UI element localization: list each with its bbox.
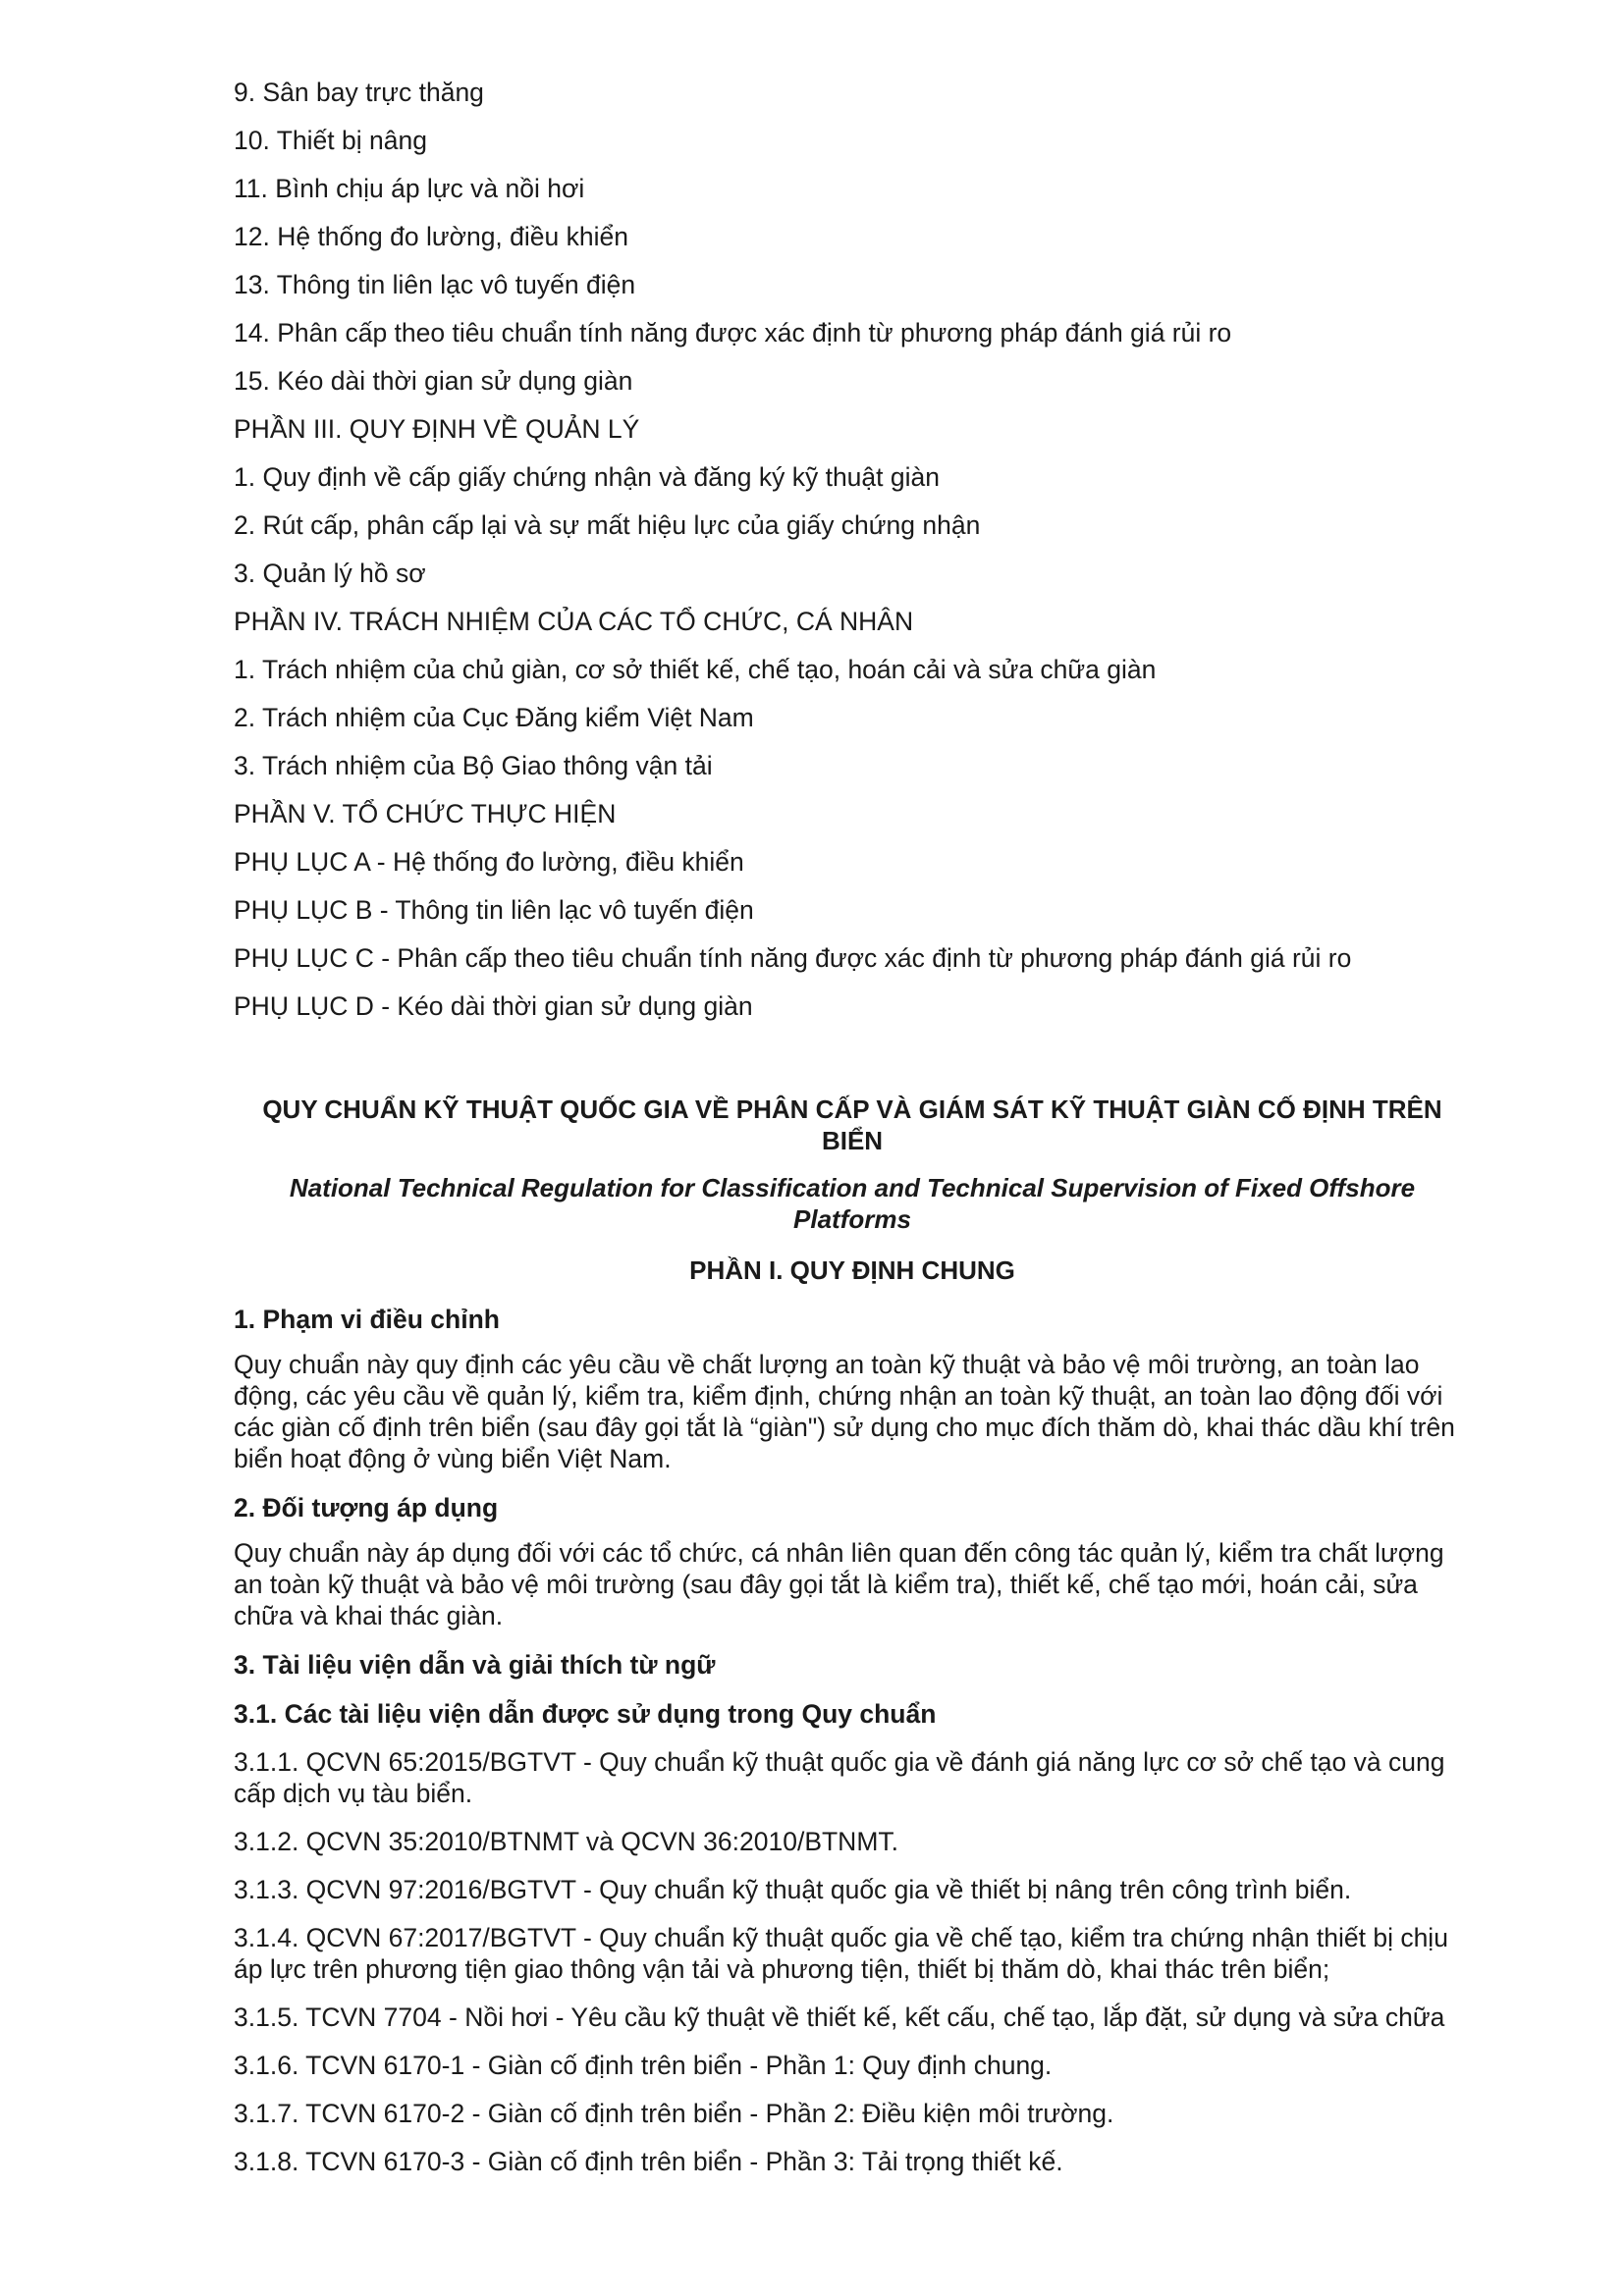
section-paragraph: Quy chuẩn này áp dụng đối với các tổ chức, cá nhân liên quan đến công tác quản lý, kiểm tra chất lượng an toàn kỹ thuật và bảo vệ môi trường (sau đây gọi tắt là kiểm tra), thiết kế, chế tạo mới, hoán cải, sửa chữa và khai thác giàn. [234, 1538, 1444, 1630]
reference-item: 3.1.4. QCVN 67:2017/BGTVT - Quy chuẩn kỹ thuật quốc gia về chế tạo, kiểm tra chứng nhận thiết bị chịu áp lực trên phương tiện giao thông vận tải và phương tiện, thiết bị thăm dò, khai thác trên biển; [234, 1923, 1448, 1984]
reference-list [234, 1746, 1471, 2177]
section-paragraph: Quy chuẩn này quy định các yêu cầu về chất lượng an toàn kỹ thuật và bảo vệ môi trường, an toàn lao động, các yêu cầu về quản lý, kiểm tra, kiểm định, chứng nhận an toàn kỹ thuật, an toàn lao động đối với các giàn cố định trên biển (sau đây gọi tắt là “giàn") sử dụng cho mục đích thăm dò, khai thác dầu khí trên biển hoạt động ở vùng biển Việt Nam. [234, 1350, 1455, 1473]
toc-part-heading: PHẦN V. TỔ CHỨC THỰC HIỆN [234, 799, 617, 829]
toc-item: 15. Kéo dài thời gian sử dụng giàn [234, 366, 633, 397]
toc-item: 1. Quy định về cấp giấy chứng nhận và đăng ký kỹ thuật giàn [234, 462, 940, 493]
toc-item: 3. Quản lý hồ sơ [234, 559, 426, 589]
toc-item: 10. Thiết bị nâng [234, 126, 427, 156]
toc-item: 2. Rút cấp, phân cấp lại và sự mất hiệu lực của giấy chứng nhận [234, 510, 981, 541]
part-heading: PHẦN I. QUY ĐỊNH CHUNG [689, 1255, 1015, 1285]
toc-item: 3. Trách nhiệm của Bộ Giao thông vận tải [234, 751, 713, 781]
toc-part-heading: PHẦN IV. TRÁCH NHIỆM CỦA CÁC TỔ CHỨC, CÁ NHÂN [234, 607, 914, 637]
section-heading: 3. Tài liệu viện dẫn và giải thích từ ngữ [234, 1650, 716, 1680]
reference-item: 3.1.5. TCVN 7704 - Nồi hơi - Yêu cầu kỹ thuật về thiết kế, kết cấu, chế tạo, lắp đặt, sử dụng và sửa chữa [234, 2002, 1445, 2032]
toc-item: 1. Trách nhiệm của chủ giàn, cơ sở thiết kế, chế tạo, hoán cải và sửa chữa giàn [234, 655, 1157, 685]
toc-appendix-item: PHỤ LỤC B - Thông tin liên lạc vô tuyến điện [234, 895, 754, 926]
section-heading: 1. Phạm vi điều chỉnh [234, 1305, 500, 1334]
reference-item: 3.1.2. QCVN 35:2010/BTNMT và QCVN 36:2010/BTNMT. [234, 1827, 899, 1856]
toc-item: 11. Bình chịu áp lực và nồi hơi [234, 174, 585, 204]
toc-item: 14. Phân cấp theo tiêu chuẩn tính năng được xác định từ phương pháp đánh giá rủi ro [234, 318, 1232, 348]
toc-item: 12. Hệ thống đo lường, điều khiển [234, 222, 628, 252]
document-subtitle: National Technical Regulation for Classification and Technical Supervision of Fixed Offshore Platforms [289, 1173, 1416, 1234]
section-heading: 2. Đối tượng áp dụng [234, 1493, 499, 1522]
toc-item: 2. Trách nhiệm của Cục Đăng kiểm Việt Nam [234, 703, 754, 733]
reference-item: 3.1.7. TCVN 6170-2 - Giàn cố định trên biển - Phần 2: Điều kiện môi trường. [234, 2099, 1114, 2128]
reference-item: 3.1.6. TCVN 6170-1 - Giàn cố định trên biển - Phần 1: Quy định chung. [234, 2051, 1053, 2080]
table-of-contents [234, 69, 1471, 1031]
reference-item: 3.1.3. QCVN 97:2016/BGTVT - Quy chuẩn kỹ thuật quốc gia về thiết bị nâng trên công trình biển. [234, 1875, 1352, 1904]
document-title: QUY CHUẨN KỸ THUẬT QUỐC GIA VỀ PHÂN CẤP VÀ GIÁM SÁT KỸ THUẬT GIÀN CỐ ĐỊNH TRÊN BIỂN [262, 1095, 1442, 1155]
spacer [234, 1031, 1471, 1094]
reference-item: 3.1.1. QCVN 65:2015/BGTVT - Quy chuẩn kỹ thuật quốc gia về đánh giá năng lực cơ sở chế tạo và cung cấp dịch vụ tàu biển. [234, 1747, 1445, 1808]
document-page [234, 69, 1471, 2177]
toc-appendix-item: PHỤ LỤC D - Kéo dài thời gian sử dụng giàn [234, 991, 753, 1022]
toc-appendix-item: PHỤ LỤC C - Phân cấp theo tiêu chuẩn tính năng được xác định từ phương pháp đánh giá rủi ro [234, 943, 1352, 974]
subsection-heading: 3.1. Các tài liệu viện dẫn được sử dụng trong Quy chuẩn [234, 1699, 937, 1729]
toc-item: 9. Sân bay trực thăng [234, 78, 484, 108]
toc-appendix-item: PHỤ LỤC A - Hệ thống đo lường, điều khiển [234, 847, 744, 878]
toc-part-heading: PHẦN III. QUY ĐỊNH VỀ QUẢN LÝ [234, 414, 640, 445]
toc-item: 13. Thông tin liên lạc vô tuyến điện [234, 270, 636, 300]
reference-item: 3.1.8. TCVN 6170-3 - Giàn cố định trên biển - Phần 3: Tải trọng thiết kế. [234, 2147, 1063, 2176]
